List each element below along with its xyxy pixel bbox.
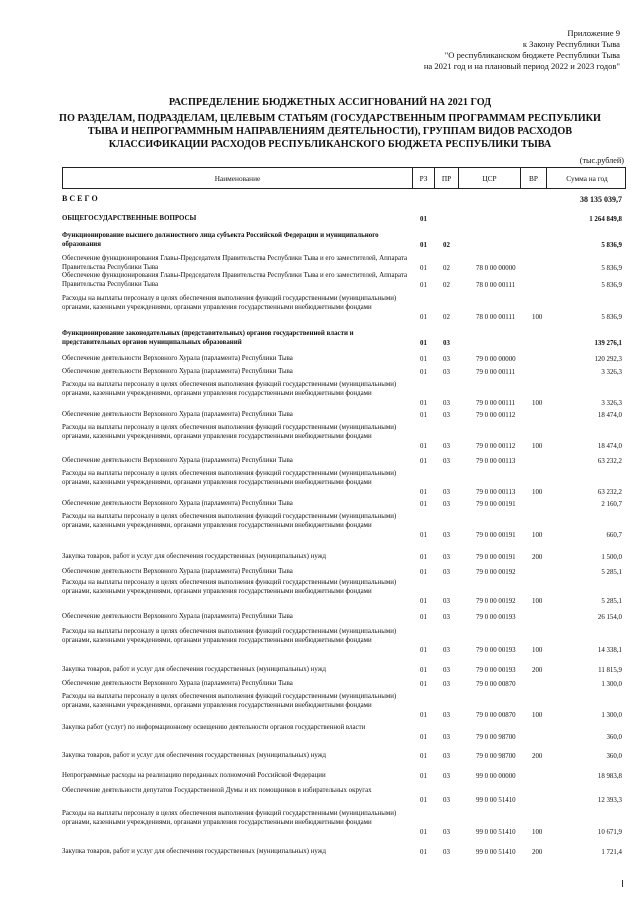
row-pr: 03 [443,553,450,561]
table-row [62,692,626,720]
row-rz: 01 [420,264,427,272]
appendix-line-4: на 2021 год и на плановый период 2022 и 2023 годов" [423,61,620,71]
row-pr: 03 [443,613,450,621]
row-pr: 03 [443,531,450,539]
row-rz: 01 [420,646,427,654]
row-vr: 200 [532,666,543,674]
row-csr: 99 0 00 00000 [476,772,516,780]
table-row [62,423,626,451]
header-sum: Сумма на год [566,173,608,183]
row-pr: 03 [443,828,450,836]
row-csr: 79 0 00 00112 [476,411,516,419]
row-pr: 03 [443,500,450,508]
row-name: Расходы на выплаты персоналу в целях обеспечения выполнения функций государственными (муниципальными) органами, казенными учреждениями, органами управления государственными внебюджетными фондами [62,628,397,645]
row-pr: 03 [443,848,450,856]
row-vr: 100 [532,442,543,450]
row-name: Функционирование высшего должностного лица субъекта Российской Федерации и муниципального образования [62,232,379,249]
table-row [62,567,626,577]
table-row [62,612,626,622]
table-row [62,499,626,509]
row-sum: 38 135 039,7 [580,194,622,204]
row-name: Обеспечение деятельности Верховного Хурала (парламента) Республики Тыва [62,355,293,362]
row-rz: 01 [420,733,427,741]
row-name: Расходы на выплаты персоналу в целях обеспечения выполнения функций государственными (муниципальными) органами, казенными учреждениями, органами управления государственными внебюджетными фондами [62,381,397,398]
row-csr: 99 0 00 51410 [476,828,516,836]
table-row [62,751,626,761]
row-name: Расходы на выплаты персоналу в целях обеспечения выполнения функций государственными (муниципальными) органами, казенными учреждениями, органами управления государственными внебюджетными фондами [62,810,397,827]
row-pr: 03 [443,568,450,576]
row-sum: 18 474,0 [597,411,622,419]
row-rz: 01 [420,666,427,674]
header-pr: ПР [435,168,459,188]
row-csr: 79 0 00 00192 [476,597,516,605]
row-vr: 100 [532,531,543,539]
table-row [62,367,626,377]
row-sum: 12 393,3 [597,796,622,804]
row-rz: 01 [420,500,427,508]
row-vr: 100 [532,313,543,321]
row-sum: 14 338,1 [597,646,622,654]
table-row [62,809,626,837]
table-row [62,665,626,675]
row-vr: 100 [532,399,543,407]
row-pr: 02 [443,313,450,321]
row-name: Расходы на выплаты персоналу в целях обеспечения выполнения функций государственными (муниципальными) органами, казенными учреждениями, органами управления государственными внебюджетными фондами [62,470,397,487]
row-vr: 200 [532,553,543,561]
row-pr: 03 [443,411,450,419]
row-rz: 01 [420,442,427,450]
row-csr: 79 0 00 00193 [476,646,516,654]
row-sum: 1 264 849,8 [589,215,622,223]
row-name: Обеспечение деятельности Верховного Хурала (парламента) Республики Тыва [62,411,293,418]
table-row [62,380,626,408]
row-rz: 01 [420,597,427,605]
row-vr: 100 [532,597,543,605]
row-vr: 100 [532,711,543,719]
row-name: Обеспечение функционирования Главы-Председателя Правительства Республики Тыва и его заместителей, Аппарата Правительства Республики Тыва [62,272,408,289]
row-csr: 99 0 00 51410 [476,848,516,856]
row-sum: 26 154,0 [597,613,622,621]
row-pr: 03 [443,796,450,804]
table-row [62,512,626,540]
row-name: Расходы на выплаты персоналу в целях обеспечения выполнения функций государственными (муниципальными) органами, казенными учреждениями, органами управления государственными внебюджетными фондами [62,513,397,530]
table-row [62,469,626,497]
row-sum: 18 474,0 [597,442,622,450]
row-sum: 3 326,3 [601,368,622,376]
row-rz: 01 [420,828,427,836]
row-pr: 03 [443,646,450,654]
document-title: РАСПРЕДЕЛЕНИЕ БЮДЖЕТНЫХ АССИГНОВАНИЙ НА 2021 ГОД [168,97,492,108]
row-name: Закупка товаров, работ и услуг для обеспечения государственных (муниципальных) нужд [62,553,326,560]
table-row [62,786,626,805]
row-rz: 01 [420,368,427,376]
row-csr: 79 0 00 00113 [476,457,516,465]
appendix-line-1: Приложение 9 [567,28,620,38]
row-name: Расходы на выплаты персоналу в целях обеспечения выполнения функций государственными (муниципальными) органами, казенными учреждениями, органами управления государственными внебюджетными фондами [62,579,397,596]
row-csr: 99 0 00 51410 [476,796,516,804]
row-pr: 03 [443,772,450,780]
subtitle-line-1: ПО РАЗДЕЛАМ, ПОДРАЗДЕЛАМ, ЦЕЛЕВЫМ СТАТЬЯМ (ГОСУДАРСТВЕННЫМ ПРОГРАММАМ РЕСПУБЛИКИ [59,113,601,124]
row-csr: 79 0 00 00113 [476,488,516,496]
row-sum: 1 300,0 [601,680,622,688]
row-csr: 79 0 00 00111 [476,368,516,376]
row-csr: 79 0 00 00191 [476,531,516,539]
row-name: Обеспечение деятельности Верховного Хурала (парламента) Республики Тыва [62,680,293,687]
row-name: Расходы на выплаты персоналу в целях обеспечения выполнения функций государственными (муниципальными) органами, казенными учреждениями, органами управления государственными внебюджетными фондами [62,424,397,441]
row-rz: 01 [420,752,427,760]
row-sum: 5 836,9 [601,264,622,272]
row-pr: 02 [443,241,450,249]
row-pr: 03 [443,457,450,465]
row-name: Расходы на выплаты персоналу в целях обеспечения выполнения функций государственными (муниципальными) органами, казенными учреждениями, органами управления государственными внебюджетными фондами [62,295,397,312]
row-sum: 1 300,0 [601,711,622,719]
row-name: Обеспечение деятельности Верховного Хурала (парламента) Республики Тыва [62,368,293,375]
row-rz: 01 [420,613,427,621]
table-row [62,847,626,857]
units-label: (тыс.рублей) [579,156,624,165]
row-name: Обеспечение деятельности Верховного Хурала (парламента) Республики Тыва [62,500,293,507]
row-rz: 01 [420,488,427,496]
row-name: Функционирование законодательных (представительных) органов государственной власти и представительных органов муниципальных образований [62,330,354,347]
row-sum: 63 232,2 [597,488,622,496]
row-rz: 01 [420,215,427,223]
table-row [62,214,626,224]
table-row [62,271,626,290]
row-rz: 01 [420,553,427,561]
row-pr: 02 [443,281,450,289]
row-rz: 01 [420,313,427,321]
row-csr: 79 0 00 00193 [476,666,516,674]
row-csr: 79 0 00 00191 [476,500,516,508]
row-rz: 01 [420,711,427,719]
table-row [62,679,626,689]
row-pr: 03 [443,733,450,741]
row-csr: 79 0 00 00192 [476,568,516,576]
row-name: Расходы на выплаты персоналу в целях обеспечения выполнения функций государственными (муниципальными) органами, казенными учреждениями, органами управления государственными внебюджетными фондами [62,693,397,710]
subtitle-line-2: ТЫВА И НЕПРОГРАММНЫМ НАПРАВЛЕНИЯМ ДЕЯТЕЛЬНОСТИ), ГРУППАМ ВИДОВ РАСХОДОВ [87,126,573,137]
row-vr: 100 [532,828,543,836]
row-rz: 01 [420,281,427,289]
row-sum: 360,0 [606,733,622,741]
row-sum: 18 983,8 [597,772,622,780]
row-sum: 3 326,3 [601,399,622,407]
row-name: Обеспечение функционирования Главы-Председателя Правительства Республики Тыва и его заместителей, Аппарата Правительства Республики Тыва [62,255,408,272]
appendix-line-2: к Закону Республики Тыва [522,39,620,49]
table-row [62,410,626,420]
row-rz: 01 [420,457,427,465]
appendix-line-3: "О республиканском бюджете Республики Тыва [444,50,620,60]
row-rz: 01 [420,848,427,856]
row-name: Закупка товаров, работ и услуг для обеспечения государственных (муниципальных) нужд [62,752,326,759]
row-pr: 03 [443,680,450,688]
row-csr: 79 0 00 00112 [476,442,516,450]
row-pr: 03 [443,488,450,496]
row-pr: 03 [443,399,450,407]
subtitle-line-3: КЛАССИФИКАЦИИ РАСХОДОВ РЕСПУБЛИКАНСКОГО БЮДЖЕТА РЕСПУБЛИКИ ТЫВА [108,139,552,150]
row-csr: 78 0 00 00111 [476,313,516,321]
row-sum: 5 836,9 [601,241,622,249]
row-sum: 660,7 [606,531,622,539]
row-pr: 02 [443,264,450,272]
row-pr: 03 [443,711,450,719]
row-name: Закупка товаров, работ и услуг для обеспечения государственных (муниципальных) нужд [62,848,326,855]
row-name: Непрограммные расходы на реализацию переданных полномочий Российской Федерации [62,772,326,779]
table-row [62,771,626,781]
row-vr: 200 [532,752,543,760]
table-row [62,194,626,204]
row-name: Закупка работ (услуг) по информационному освещению деятельности органов государственной власти [62,724,366,731]
margin-mark [622,880,623,887]
row-name: ОБЩЕГОСУДАРСТВЕННЫЕ ВОПРОСЫ [62,215,197,222]
header-rz: РЗ [413,168,435,188]
table-row [62,294,626,322]
row-rz: 01 [420,568,427,576]
row-rz: 01 [420,531,427,539]
row-sum: 5 836,9 [601,281,622,289]
table-row [62,329,626,348]
row-csr: 79 0 00 00870 [476,711,516,719]
row-name: Обеспечение деятельности Верховного Хурала (парламента) Республики Тыва [62,613,293,620]
row-rz: 01 [420,796,427,804]
row-csr: 79 0 00 00111 [476,399,516,407]
row-rz: 01 [420,772,427,780]
row-csr: 79 0 00 00191 [476,553,516,561]
table-row [62,723,626,742]
row-name: В С Е Г О [62,194,98,203]
row-sum: 5 836,9 [601,313,622,321]
row-csr: 79 0 00 98700 [476,752,516,760]
row-csr: 78 0 00 00000 [476,264,516,272]
row-pr: 03 [443,597,450,605]
header-name: Наименование [63,168,413,188]
row-csr: 79 0 00 00000 [476,355,516,363]
row-pr: 03 [443,355,450,363]
row-csr: 79 0 00 00870 [476,680,516,688]
row-vr: 100 [532,646,543,654]
row-pr: 03 [443,752,450,760]
table-row [62,354,626,364]
row-rz: 01 [420,680,427,688]
row-vr: 100 [532,488,543,496]
row-rz: 01 [420,355,427,363]
header-csr: ЦСР [459,168,521,188]
row-rz: 01 [420,339,427,347]
row-sum: 120 292,3 [594,355,622,363]
row-name: Закупка товаров, работ и услуг для обеспечения государственных (муниципальных) нужд [62,666,326,673]
row-sum: 10 671,9 [597,828,622,836]
row-name: Обеспечение деятельности депутатов Государственной Думы и их помощников в избирательных округах [62,787,372,794]
row-sum: 63 232,2 [597,457,622,465]
row-pr: 03 [443,666,450,674]
row-name: Обеспечение деятельности Верховного Хурала (парламента) Республики Тыва [62,568,293,575]
table-row [62,627,626,655]
table-row [62,552,626,562]
row-csr: 78 0 00 00111 [476,281,516,289]
table-row [62,456,626,466]
row-rz: 01 [420,399,427,407]
row-rz: 01 [420,411,427,419]
table-row [62,578,626,606]
row-csr: 79 0 00 00193 [476,613,516,621]
row-sum: 11 815,9 [598,666,622,674]
row-sum: 5 285,1 [601,568,622,576]
row-rz: 01 [420,241,427,249]
row-sum: 1 500,0 [601,553,622,561]
row-pr: 03 [443,442,450,450]
row-name: Обеспечение деятельности Верховного Хурала (парламента) Республики Тыва [62,457,293,464]
row-csr: 79 0 00 98700 [476,733,516,741]
row-vr: 200 [532,848,543,856]
row-sum: 360,0 [606,752,622,760]
row-pr: 03 [443,368,450,376]
row-sum: 5 285,1 [601,597,622,605]
table-row [62,231,626,250]
header-vr: ВР [521,168,547,188]
row-sum: 139 276,1 [594,339,622,347]
row-pr: 03 [443,339,450,347]
row-sum: 2 160,7 [601,500,622,508]
row-sum: 1 721,4 [601,848,622,856]
